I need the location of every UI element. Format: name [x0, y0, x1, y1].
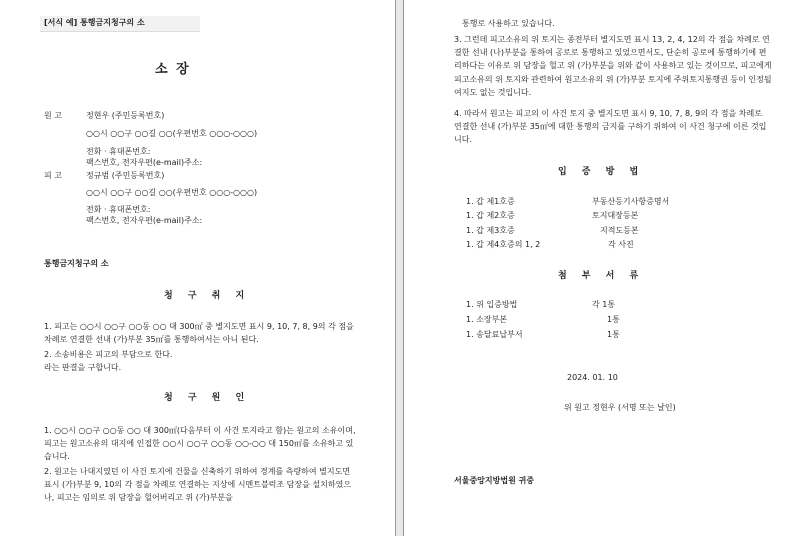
- claim-item: 2. 소송비용은 피고의 부담으로 한다.: [44, 350, 173, 359]
- plaintiff-phone: 전화 · 휴대폰번호:: [86, 147, 151, 156]
- evidence-heading: 입 증 방 법: [558, 167, 645, 177]
- attachment-value: 1통: [607, 330, 620, 339]
- case-title: 통행금지청구의 소: [44, 259, 109, 268]
- evidence-value: 토지대장등본: [592, 211, 639, 220]
- attachment-label: 1. 소장부본: [466, 315, 508, 324]
- evidence-label: 1. 갑 제1호증: [466, 197, 515, 206]
- attachment-label: 1. 위 입증방법: [466, 300, 518, 309]
- evidence-value: 각 사진: [608, 240, 634, 249]
- attachments-heading: 첨 부 서 류: [558, 271, 645, 281]
- cause-item: 1. ○○시 ○○구 ○○동 ○○ 대 300㎡(다음부터 이 사건 토지라고 함)는 원고의 소유이며, 피고는 원고소유의 대지에 인접한 ○○시 ○○구 ○○동 ○○-○○ 대 150㎡를 소유하고 있습니다.: [44, 426, 356, 462]
- defendant-role: 피 고: [44, 171, 62, 180]
- cause-item: 2. 원고는 나대지였던 이 사건 토지에 건물을 신축하기 위하여 경계를 측량하여 별지도면 표시 (가)부분 9, 10의 각 점을 차례로 연결하는 지상에 시멘트블럭조 담장을 설치하였으나, 피고는 임의로 위 담장을 헐어버리고 위 (가)부분을: [44, 467, 352, 503]
- defendant-phone: 전화 · 휴대폰번호:: [86, 205, 151, 214]
- court-name: 서울중앙지방법원 귀중: [454, 476, 535, 485]
- evidence-label: 1. 갑 제3호증: [466, 226, 515, 235]
- defendant-fax: 팩스번호, 전자우편(e-mail)주소:: [86, 216, 203, 225]
- form-header: [서식 예] 통행금지청구의 소: [44, 18, 145, 27]
- evidence-label: 1. 갑 제4호증의 1, 2: [466, 240, 541, 249]
- defendant-name: 정규범 (주민등록번호): [86, 171, 165, 180]
- plaintiff-role: 원 고: [44, 111, 62, 120]
- claim-heading: 청 구 취 지: [164, 291, 251, 301]
- document-title: 소 장: [155, 62, 191, 77]
- continued-line: 통행로 사용하고 있습니다.: [462, 19, 555, 28]
- signature-line: 위 원고 정현우 (서명 또는 날인): [564, 403, 676, 412]
- plaintiff-fax: 팩스번호, 전자우편(e-mail)주소:: [86, 158, 203, 167]
- evidence-value: 지적도등본: [600, 226, 639, 235]
- right-page: [403, 0, 800, 536]
- attachment-value: 각 1통: [592, 300, 616, 309]
- defendant-address: ○○시 ○○구 ○○길 ○○(우편번호 ○○○-○○○): [86, 188, 258, 197]
- left-page: [0, 0, 396, 536]
- cause-heading: 청 구 원 인: [164, 393, 251, 403]
- cause-item: 3. 그런데 피고소유의 위 토지는 종전부터 별지도면 표시 13, 2, 4, 12의 각 점을 차례로 연결한 선내 (나)부분을 통하여 공로로 통행하고 있었으면서도, 단순히 공로에 통행하기에 편리하다는 이유로 위 담장을 헐고 위 (가)부분을 위와 같이 사용하고 있는 것이므로, 피고에게 피고소유의 위 토지와 관련하여 원고소유의 위 (가)부분 토지에 주위토지통행권 등이 인정될 여지도 없는 것입니다.: [454, 35, 772, 97]
- claim-item: 라는 판결을 구합니다.: [44, 363, 122, 372]
- evidence-label: 1. 갑 제2호증: [466, 211, 515, 220]
- cause-item: 4. 따라서 원고는 피고의 이 사건 토지 중 별지도면 표시 9, 10, 7, 8, 9의 각 점을 차례로 연결한 선내 (가)부분 35㎡에 대한 통행의 금지를 구하기 위하여 이 사건 청구에 이른 것입니다.: [454, 109, 767, 145]
- evidence-value: 부동산등기사항증명서: [592, 197, 670, 206]
- plaintiff-address: ○○시 ○○구 ○○길 ○○(우편번호 ○○○-○○○): [86, 129, 258, 138]
- attachment-label: 1. 송달료납부서: [466, 330, 523, 339]
- claim-item: 1. 피고는 ○○시 ○○구 ○○동 ○○ 대 300㎡ 중 별지도면 표시 9, 10, 7, 8, 9의 각 점을 차례로 연결한 선내 (가)부분 35㎡를 통행하여서는 아니 된다.: [44, 322, 354, 345]
- plaintiff-name: 정현우 (주민등록번호): [86, 111, 165, 120]
- attachment-value: 1통: [607, 315, 620, 324]
- filing-date: 2024. 01. 10: [567, 373, 618, 382]
